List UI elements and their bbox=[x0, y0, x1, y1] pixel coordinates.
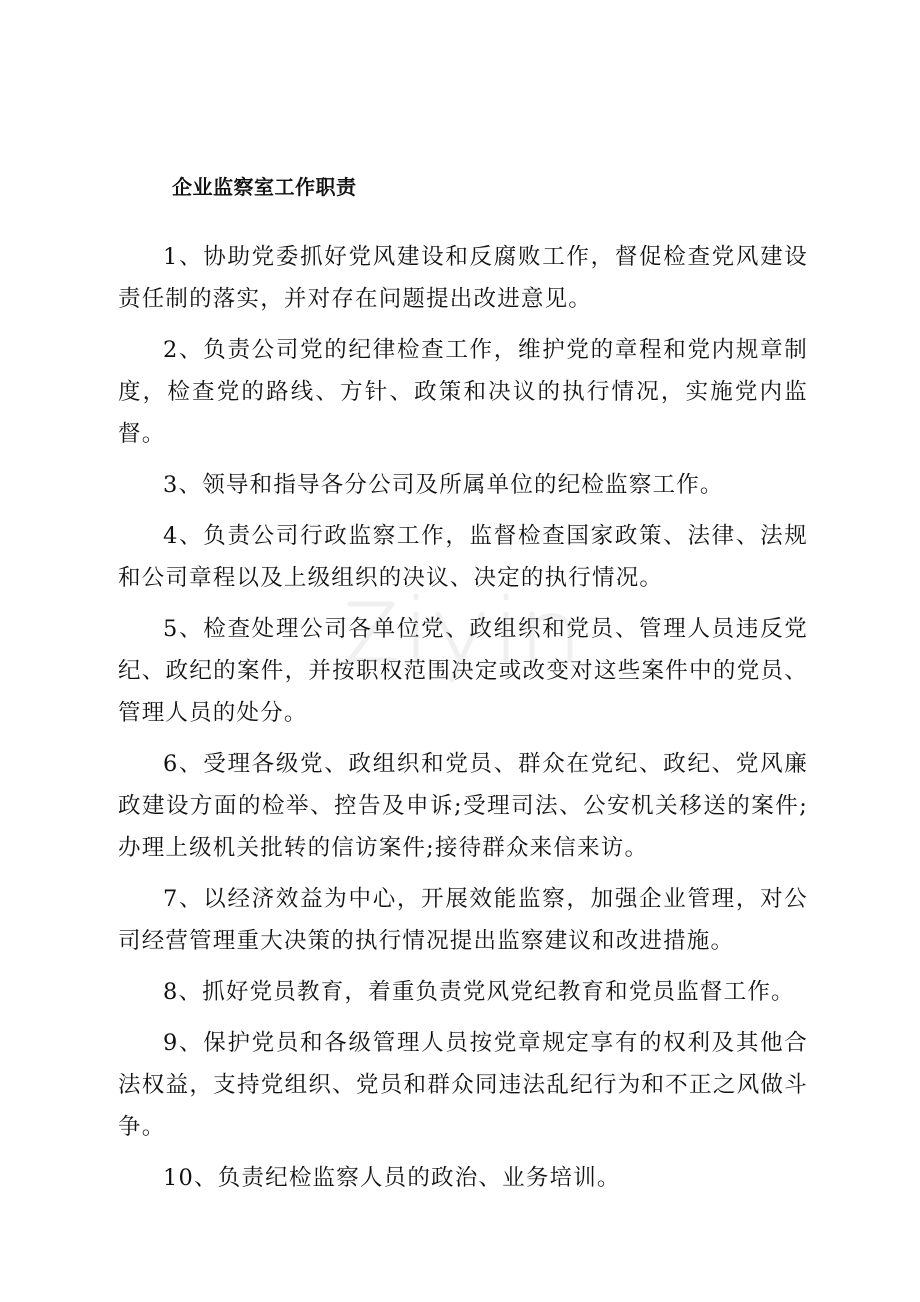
duty-item-1: 1、协助党委抓好党风建设和反腐败工作，督促检查党风建设责任制的落实，并对存在问题提出改进意见。 bbox=[118, 244, 808, 312]
duty-item-9: 9、保护党员和各级管理人员按党章规定享有的权利及其他合法权益，支持党组织、党员和群众同违法乱纪行为和不正之风做斗争。 bbox=[118, 1030, 808, 1140]
duty-item-3: 3、领导和指导各分公司及所属单位的纪检监察工作。 bbox=[163, 472, 724, 498]
duty-item-4: 4、负责公司行政监察工作，监督检查国家政策、法律、法规和公司章程以及上级组织的决议、决定的执行情况。 bbox=[118, 523, 808, 591]
document-title: 企业监察室工作职责 bbox=[172, 175, 357, 199]
duty-item-8: 8、抓好党员教育，着重负责党风党纪教育和党员监督工作。 bbox=[163, 979, 795, 1005]
duty-item-7: 7、以经济效益为中心，开展效能监察，加强企业管理，对公司经营管理重大决策的执行情况提出监察建议和改进措施。 bbox=[118, 886, 808, 954]
watermark-logo bbox=[330, 570, 610, 690]
duty-item-5: 5、检查处理公司各单位党、政组织和党员、管理人员违反党纪、政纪的案件，并按职权范围决定或改变对这些案件中的党员、管理人员的处分。 bbox=[118, 616, 808, 726]
duty-item-6: 6、受理各级党、政组织和党员、群众在党纪、政纪、党风廉政建设方面的检举、控告及申诉;受理司法、公安机关移送的案件;办理上级机关批转的信访案件;接待群众来信来访。 bbox=[118, 751, 808, 861]
duty-item-10: 10、负责纪检监察人员的政治、业务培训。 bbox=[163, 1165, 621, 1191]
duty-list bbox=[118, 236, 808, 1208]
duty-item-2: 2、负责公司党的纪律检查工作，维护党的章程和党内规章制度，检查党的路线、方针、政策和决议的执行情况，实施党内监督。 bbox=[118, 337, 808, 447]
